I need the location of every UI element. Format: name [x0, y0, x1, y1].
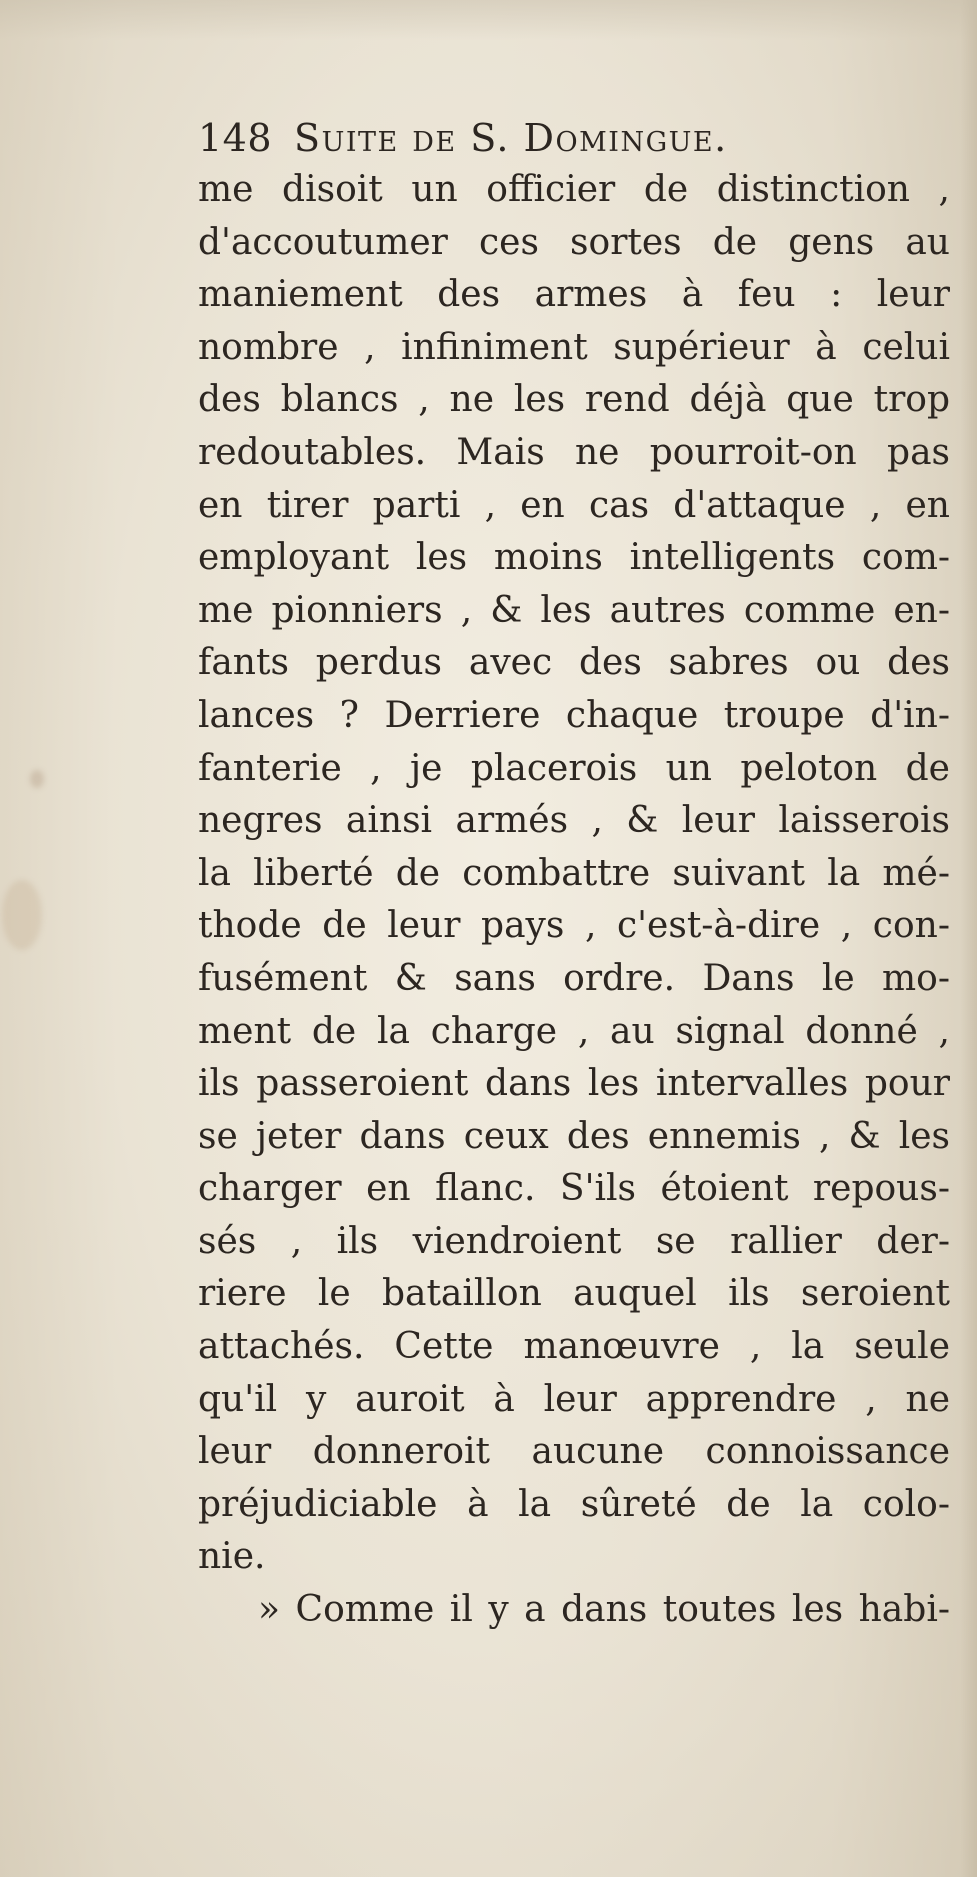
- page-stain: [30, 770, 44, 788]
- text-line: préjudiciable à la sûreté de la colo-: [198, 1483, 950, 1525]
- text-line: leur donneroit aucune connoissance: [198, 1431, 950, 1473]
- text-line: ment de la charge , au signal donné ,: [198, 1010, 950, 1052]
- paragraph-start-line: » Comme il y a dans toutes les habi-: [258, 1589, 950, 1631]
- text-line: fants perdus avec des sabres ou des: [198, 642, 950, 684]
- text-block: [198, 112, 950, 1637]
- text-line: nie.: [198, 1536, 266, 1578]
- text-line: attachés. Cette manœuvre , la seule: [198, 1326, 950, 1368]
- text-line: me disoit un officier de distinction ,: [198, 169, 950, 210]
- text-line: lances ? Derriere chaque troupe d'in-: [198, 694, 950, 736]
- text-line: thode de leur pays , c'est-à-dire , con-: [198, 905, 950, 947]
- running-head: Suite de S. Domingue.: [294, 116, 728, 160]
- text-line: employant les moins intelligents com-: [198, 537, 950, 579]
- text-line: des blancs , ne les rend déjà que trop: [198, 379, 950, 421]
- text-line: me pionniers , & les autres comme en-: [198, 589, 950, 631]
- page-number: 148: [198, 116, 273, 160]
- text-line: fanterie , je placerois un peloton de: [198, 747, 950, 789]
- text-line: nombre , infiniment supérieur à celui: [198, 326, 950, 368]
- text-line: d'accoutumer ces sortes de gens au: [198, 221, 950, 263]
- text-line: negres ainsi armés , & leur laisserois: [198, 800, 950, 842]
- text-line: qu'il y auroit à leur apprendre , ne: [198, 1378, 950, 1420]
- text-line: charger en flanc. S'ils étoient repous-: [198, 1168, 950, 1210]
- page-header: [198, 112, 950, 164]
- page-top-shadow: [0, 0, 977, 40]
- text-line: se jeter dans ceux des ennemis , & les: [198, 1115, 950, 1157]
- page-edge-shadow: [960, 0, 977, 1877]
- text-line: ils passeroient dans les intervalles pour: [198, 1063, 950, 1105]
- text-line: redoutables. Mais ne pourroit-on pas: [198, 431, 950, 473]
- text-line: la liberté de combattre suivant la mé-: [198, 852, 950, 894]
- text-line: riere le bataillon auquel ils seroient: [198, 1273, 950, 1315]
- page-stain: [2, 880, 42, 950]
- text-line: sés , ils viendroient se rallier der-: [198, 1220, 950, 1262]
- text-line: en tirer parti , en cas d'attaque , en: [198, 484, 950, 526]
- text-line: fusément & sans ordre. Dans le mo-: [198, 957, 950, 999]
- text-line: maniement des armes à feu : leur: [198, 274, 950, 316]
